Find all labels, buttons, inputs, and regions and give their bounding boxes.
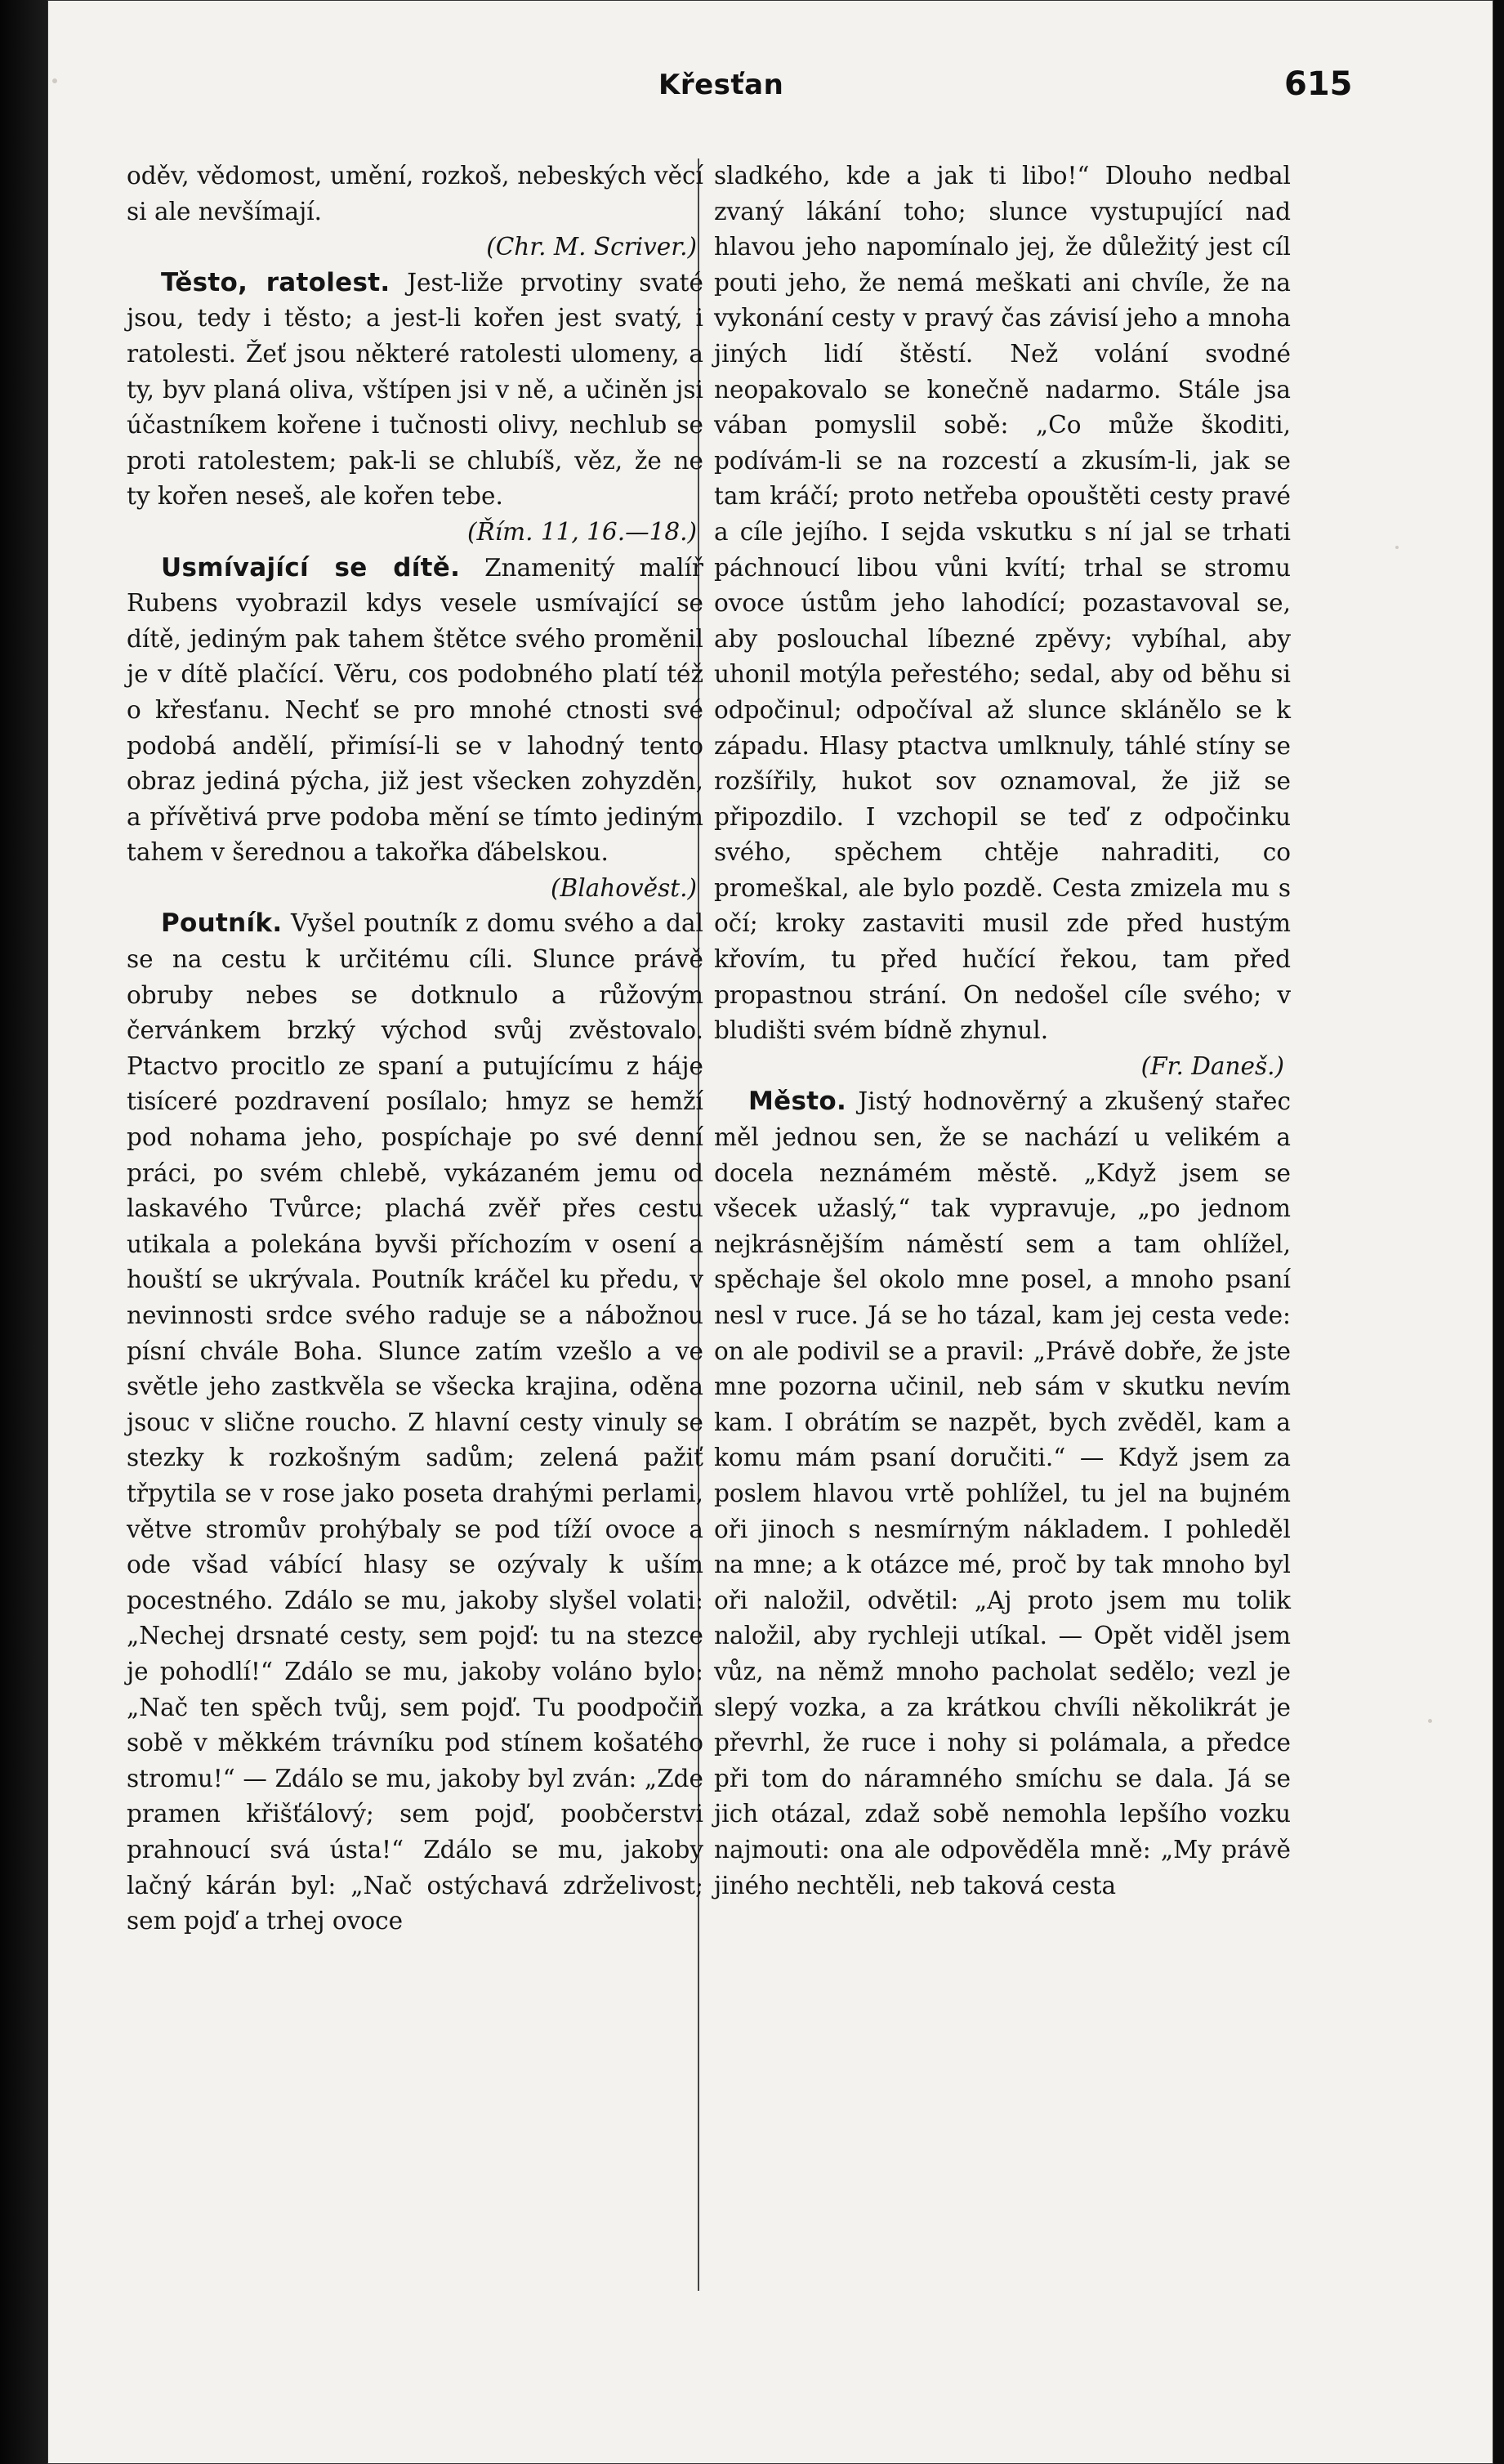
entry-heading: Poutník.: [161, 908, 283, 939]
entry-attribution: (Řím. 11, 16.—18.): [466, 517, 697, 546]
book-page: [47, 0, 1493, 2464]
entry-testo-ratolest: [127, 266, 703, 551]
left-column: [127, 158, 703, 1940]
entry-text: Jistý hodnověrný a zkušený stařec měl jednou sen, že se nachází u velikém a docela neznámém městě. „Když jsem se všecek užaslý,“ tak vypravuje, „po jednom nejkrásnějším náměstí sem a tam ohlížel, spěchaje šel okolo mne posel, a mnoho psaní nesl v ruce. Já se ho tázal, kam jej cesta vede: on ale podivil se a pravil: „Právě dobře, že jste mne pozorna učinil, neb sám v skutku nevím kam. I obrátím se nazpět, bych zvěděl, kam a komu mám psaní doručiti.“ — Když jsem za poslem hlavou vrtě pohlížel, tu jel na bujném oři jinoch s nesmírným nákladem. I pohleděl na mne; a k otázce mé, proč by tak mnoho byl oři naložil, odvětil: „Aj proto jsem mu tolik naložil, aby rychleji utíkal. — Opět viděl jsem vůz, na němž mnoho pacholat sedělo; vezl je slepý vozka, a za krátkou chvíli několikrát je převrhl, že ruce i nohy si polámala, a předce při tom do náramného smíchu se dala. Já se jich otázal, zdaž sobě nemohla lepšího vozku najmouti: ona ale odpověděla mně: „My právě jiného nechtěli, neb taková cesta: [714, 1087, 1291, 1899]
running-head: Křesťan: [658, 69, 784, 101]
scan-speck: [52, 78, 57, 83]
entry-continuation: [127, 158, 703, 266]
entry-heading: Těsto, ratolest.: [161, 267, 391, 297]
entry-attribution: (Chr. M. Scriver.): [486, 233, 697, 261]
entry-text: sladkého, kde a jak ti libo!“ Dlouho nedbal zvaný lákání toho; slunce vystupující nad hlavou jeho napomínalo jej, že důležitý jest cíl pouti jeho, že nemá meškati ani chvíle, že na vykonání cesty v pravý čas závisí jeho a mnoha jiných lidí štěstí. Než volání svodné neopakovalo se konečně nadarmo. Stále jsa vában pomyslil sobě: „Co může škoditi, podívám-li se na rozcestí a zkusím-li, jak se tam kráčí; proto netřeba opouštěti cesty pravé a cíle jejího. I sejda vskutku s ní jal se trhati páchnoucí libou vůni kvítí; trhal se stromu ovoce ústům jeho lahodící; pozastavoval se, aby poslouchal líbezné zpěvy; vybíhal, aby uhonil motýla peřestého; sedal, aby od běhu si odpočinul; odpočíval až slunce sklánělo se k západu. Hlasy ptactva umlknuly, táhlé stíny se rozšířily, hukot sov oznamoval, že již se připozdilo. I vzchopil se teď z odpočinku svého, spěchem chtěje nahraditi, co promeškal, ale bylo pozdě. Cesta zmizela mu s očí; kroky zastaviti musil zde před hustým křovím, tu před hučící řekou, tam před propastnou strání. On nedošel cíle svého; v bludišti svém bídně zhynul.: [714, 162, 1291, 1045]
entry-attribution: (Fr. Daneš.): [1140, 1051, 1284, 1080]
entry-heading: Usmívající se dítě.: [161, 552, 461, 583]
entry-poutnik-continuation: [714, 158, 1291, 1084]
scan-speck: [1395, 546, 1399, 549]
scan-speck: [1428, 1719, 1432, 1723]
entry-attribution: (Blahověst.): [551, 873, 697, 902]
entry-text: Jest-liže prvotiny svaté jsou, tedy i těsto; a jest-li kořen jest svatý, i ratolesti. Žeť jsou některé ratolesti ulomeny, a ty, byv planá oliva, vštípen jsi v ně, a učiněn jsi účastníkem kořene i tučnosti olivy, nechlub se proti ratolestem; pak-li se chlubíš, věz, že ne ty kořen neseš, ale kořen tebe.: [127, 268, 703, 511]
entry-text: Znamenitý malíř Rubens vyobrazil kdys vesele usmívající se dítě, jediným pak tahem štětce svého proměnil je v dítě plačící. Věru, cos podobného platí též o křesťanu. Nechť se pro mnohé ctnosti své podobá andělí, přimísí-li se v lahodný tento obraz jediná pýcha, již jest všecken zohyzděn, a přívětivá prve podoba mění se tímto jediným tahem v šerednou a takořka ďábelskou.: [127, 553, 703, 867]
right-column: [714, 158, 1291, 1904]
entry-poutnik: [127, 906, 703, 1939]
entry-text: oděv, vědomost, umění, rozkoš, nebeských věcí si ale nevšímají.: [127, 162, 703, 225]
scan-left-edge: [0, 0, 47, 2464]
entry-text: Vyšel poutník z domu svého a dal se na cestu k určitému cíli. Slunce právě obruby nebes se dotknulo a růžovým červánkem brzký východ svůj zvěstovalo. Ptactvo procitlo ze spaní a putujícímu z háje tisíceré pozdravení posílalo; hmyz se hemží pod nohama jeho, pospíchaje po své denní práci, po svém chlebě, vykázaném jemu od laskavého Tvůrce; plachá zvěř přes cestu utikala a polekána byvši příchozím v osení a houští se ukrývala. Poutník kráčel ku předu, v nevinnosti srdce svého raduje se a nábožnou písní chvále Boha. Slunce zatím vzešlo a ve světle jeho zastkvěla se všecka krajina, oděna jsouc v slične roucho. Z hlavní cesty vinuly se stezky k rozkošným sadům; zelená pažiť třpytila se v rose jako poseta drahými perlami, větve stromův prohýbaly se pod tíží ovoce a ode všad vábící hlasy se ozývaly k uším pocestného. Zdálo se mu, jakoby slyšel volati: „Nechej drsnaté cesty, sem pojď: tu na stezce je pohodlí!“ Zdálo se mu, jakoby voláno bylo: „Nač ten spěch tvůj, sem pojď. Tu poodpočiň sobě v měkkém trávníku pod stínem košatého stromu!“ — Zdálo se mu, jakoby byl zván: „Zde pramen křišťálový; sem pojď, poobčerstvi prahnoucí svá ústa!“ Zdálo se mu, jakoby lačný kárán byl: „Nač ostýchavá zdrželivost; sem pojď a trhej ovoce: [127, 909, 703, 1935]
entry-heading: Město.: [748, 1087, 847, 1117]
entry-mesto: [714, 1084, 1291, 1904]
page-number: 615: [1284, 65, 1353, 103]
entry-usmivajici-se-dite: [127, 551, 703, 907]
page-header: [47, 65, 1493, 118]
